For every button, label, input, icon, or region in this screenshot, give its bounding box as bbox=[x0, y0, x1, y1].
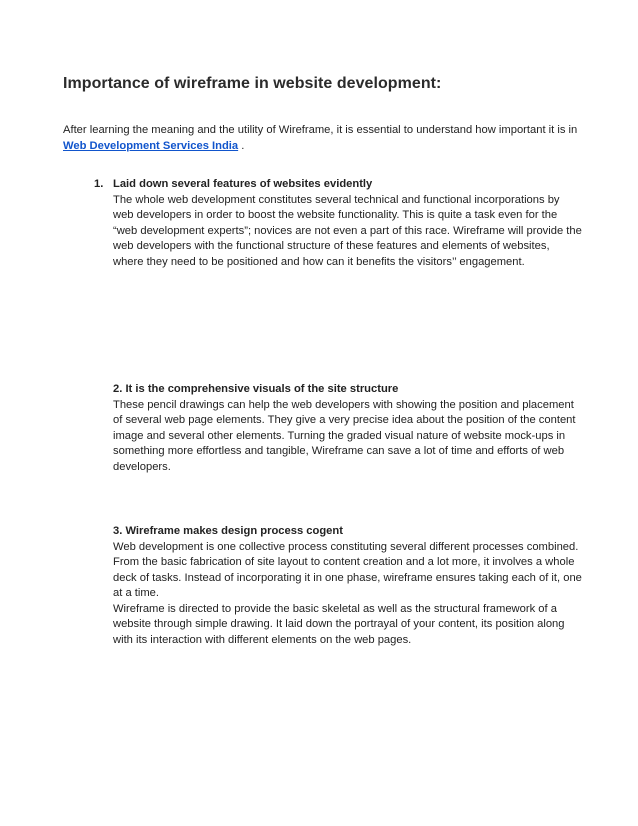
section-1-heading: Laid down several features of websites evidently bbox=[113, 178, 373, 190]
section-2-paragraph-1: These pencil drawings can help the web developers with showing the position and placement of several web page elements. They give a very precise idea about the position of the content image and several other elements. Turning the graded visual nature of website mock-ups in something more effortless and tangible, Wireframe can save a lot of time and efforts of web developers. bbox=[113, 398, 576, 473]
section-3 bbox=[113, 524, 583, 648]
section-3-paragraph-1: Web development is one collective process constituting several different processes combined. From the basic fabrication of site layout to content creation and a lot more, it involves a whole deck of tasks. Instead of incorporating it in one phase, wireframe ensures taking each of it, one at a time. bbox=[113, 540, 582, 599]
section-1-paragraph-1: The whole web development constitutes several technical and functional incorporations by web developers in order to boost the website functionality. This is quite a task even for the “web development experts”; novices are not even a part of this race. Wireframe will provide the web developers with the functional structure of these features and elements of websites, where they need to be positioned and how can it benefits the visitors’’ engagement. bbox=[113, 193, 582, 268]
web-development-services-link[interactable]: Web Development Services India bbox=[63, 140, 239, 152]
intro-paragraph bbox=[63, 122, 583, 154]
document-title: Importance of wireframe in website development: bbox=[63, 75, 442, 92]
section-2-heading: 2. It is the comprehensive visuals of the site structure bbox=[113, 383, 399, 395]
section-1 bbox=[113, 177, 583, 270]
intro-text: After learning the meaning and the utility of Wireframe, it is essential to understand how important it is in bbox=[63, 124, 578, 136]
section-1-number: 1. bbox=[94, 178, 104, 190]
section-3-heading: 3. Wireframe makes design process cogent bbox=[113, 525, 343, 537]
intro-after-link: . bbox=[238, 140, 245, 152]
section-3-paragraph-2: Wireframe is directed to provide the basic skeletal as well as the structural framework of a website through simple drawing. It laid down the portrayal of your content, its position along with its interaction with different elements on the web pages. bbox=[113, 602, 565, 646]
section-2 bbox=[113, 382, 583, 475]
